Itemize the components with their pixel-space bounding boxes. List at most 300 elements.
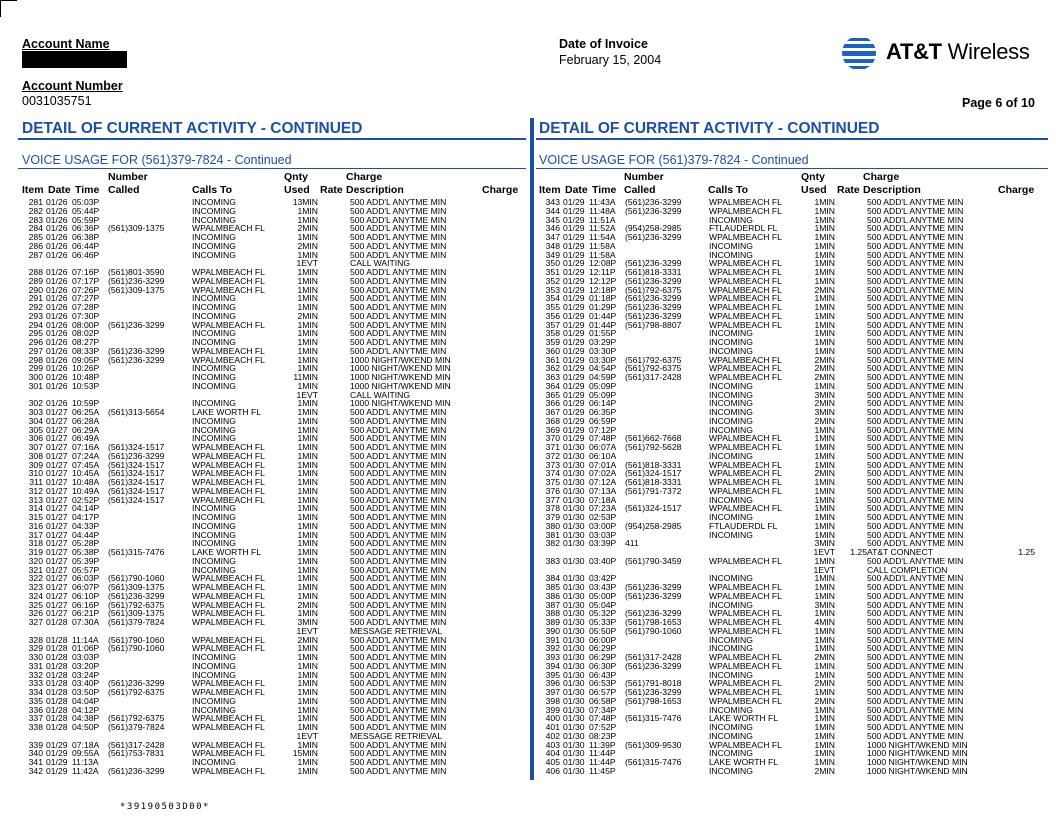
call-time: 11:45P — [589, 765, 616, 776]
call-time: 04:54P — [589, 363, 617, 374]
call-time: 03:42P — [589, 573, 617, 584]
charge-description: 500 ADD'L ANYTME MIN — [867, 205, 964, 216]
charge-description: 500 ADD'L ANYTME MIN — [867, 319, 964, 330]
charge-description: 500 ADD'L ANYTME MIN — [867, 678, 964, 689]
number-called: (561)792-6375 — [625, 363, 682, 374]
calls-to: WPALMBEACH FL — [192, 617, 265, 627]
calls-to: WPALMBEACH FL — [709, 372, 782, 382]
quantity-used: 1MIN — [297, 555, 318, 566]
quantity-used: 1MIN — [814, 503, 835, 514]
charge-description: 500 ADD'L ANYTME MIN — [867, 240, 964, 251]
calls-to: WPALMBEACH FL — [709, 232, 782, 242]
quantity-used: 1MIN — [814, 590, 835, 601]
quantity-used: 1MIN — [814, 669, 835, 680]
calls-to: LAKE WORTH FL — [709, 757, 779, 767]
charge-description: 500 ADD'L ANYTME MIN — [867, 232, 964, 242]
call-time: 05:09P — [589, 380, 617, 391]
charge-description: AT&T CONNECT — [867, 547, 934, 557]
quantity-used: 2MIN — [814, 354, 835, 365]
item-number: 330 — [28, 652, 43, 662]
item-number: 375 — [545, 477, 560, 487]
call-time: 06:30P — [589, 660, 617, 671]
call-date: 01/27 — [46, 494, 68, 505]
item-number: 303 — [28, 407, 43, 417]
call-time: 05:04P — [589, 599, 617, 610]
calls-to: WPALMBEACH FL — [192, 494, 265, 505]
item-number: 374 — [545, 468, 560, 479]
item-number: 341 — [28, 757, 43, 767]
call-time: 08:00P — [72, 319, 100, 330]
quantity-used: 1MIN — [814, 555, 835, 566]
calls-to: INCOMING — [192, 302, 236, 312]
number-called: (561)753-7831 — [108, 748, 165, 759]
calls-to: INCOMING — [192, 512, 236, 522]
quantity-used: 1MIN — [297, 468, 318, 479]
call-date: 01/30 — [563, 477, 585, 487]
item-number: 313 — [28, 494, 43, 505]
charge-description: 500 ADD'L ANYTME MIN — [350, 748, 447, 759]
call-time: 03:24P — [72, 669, 100, 680]
quantity-used: 1MIN — [297, 232, 318, 242]
call-time: 12:11P — [589, 267, 616, 277]
calls-to: INCOMING — [192, 415, 236, 426]
calls-to: INCOMING — [192, 328, 236, 339]
call-date: 01/30 — [563, 730, 585, 741]
number-called: (561)236-3299 — [625, 258, 682, 269]
charge-description: 500 ADD'L ANYTME MIN — [350, 205, 447, 216]
calls-to: INCOMING — [192, 214, 236, 225]
brand-name-rest: Wireless — [941, 39, 1030, 64]
quantity-used: 1MIN — [297, 503, 318, 514]
calls-to: WPALMBEACH FL — [709, 477, 782, 487]
calls-to: WPALMBEACH FL — [192, 713, 265, 724]
charge-description: 500 ADD'L ANYTME MIN — [350, 240, 447, 251]
calls-to: WPALMBEACH FL — [709, 267, 782, 277]
item-number: 389 — [545, 617, 560, 627]
item-number: 386 — [545, 590, 560, 601]
charge-description: 500 ADD'L ANYTME MIN — [867, 652, 964, 662]
charge-description: 500 ADD'L ANYTME MIN — [350, 617, 447, 627]
quantity-used: 4MIN — [814, 617, 835, 627]
call-date: 01/27 — [46, 503, 68, 514]
call-time: 06:00P — [589, 634, 617, 645]
calls-to: INCOMING — [709, 389, 753, 400]
item-number: 396 — [545, 678, 560, 689]
call-time: 07:17P — [72, 275, 100, 286]
call-date: 01/27 — [46, 582, 68, 592]
call-time: 06:14P — [589, 398, 617, 409]
call-time: 06:28A — [72, 415, 100, 426]
item-number: 311 — [29, 477, 43, 487]
item-number: 307 — [28, 442, 43, 452]
number-called: (561)317-2428 — [625, 372, 682, 382]
call-time: 07:12A — [589, 477, 617, 487]
call-time: 04:50P — [72, 722, 100, 732]
number-called: (561)818-3331 — [625, 459, 682, 470]
call-time: 03:40P — [72, 678, 100, 689]
quantity-used: 1MIN — [814, 459, 835, 470]
call-date: 01/27 — [46, 512, 68, 522]
item-number: 283 — [28, 214, 43, 225]
charge-description: 500 ADD'L ANYTME MIN — [350, 695, 447, 706]
call-date: 01/27 — [46, 485, 68, 496]
call-time: 06:57P — [589, 687, 617, 697]
quantity-used: 1MIN — [814, 205, 835, 216]
call-time: 03:43P — [589, 582, 617, 592]
charge-description: 1000 NIGHT/WKEND MIN — [350, 354, 451, 365]
call-date: 01/29 — [563, 415, 585, 426]
call-date: 01/30 — [563, 599, 585, 610]
quantity-used: 1MIN — [814, 687, 835, 697]
number-called: (561)236-3299 — [625, 232, 682, 242]
item-number: 401 — [545, 722, 560, 732]
item-number: 345 — [545, 214, 560, 225]
call-date: 01/30 — [563, 538, 585, 549]
item-number: 354 — [545, 293, 560, 304]
col-called-left: Called — [108, 184, 140, 196]
call-time: 07:48P — [589, 433, 617, 444]
calls-to: WPALMBEACH FL — [709, 363, 782, 374]
calls-to: WPALMBEACH FL — [709, 652, 782, 662]
call-date: 01/28 — [46, 713, 68, 724]
number-called: (561)818-3331 — [625, 477, 682, 487]
calls-to: WPALMBEACH FL — [709, 503, 782, 514]
quantity-used: 15MIN — [292, 748, 318, 759]
number-called: (561)309-1375 — [108, 582, 165, 592]
calls-to: INCOMING — [709, 337, 753, 347]
calls-to: INCOMING — [192, 757, 236, 767]
calls-to: INCOMING — [192, 240, 236, 251]
calls-to: WPALMBEACH FL — [709, 319, 782, 330]
call-date: 01/29 — [563, 424, 585, 435]
quantity-used: 2MIN — [814, 372, 835, 382]
item-number: 382 — [545, 538, 560, 549]
quantity-used: 1EVT — [296, 625, 318, 636]
call-date: 01/27 — [46, 442, 68, 452]
number-called: (561)790-1060 — [625, 625, 682, 636]
call-time: 04:17P — [72, 512, 100, 522]
calls-to: WPALMBEACH FL — [192, 582, 265, 592]
number-called: (561)236-3299 — [625, 302, 682, 312]
call-time: 06:59P — [589, 415, 617, 426]
charge-description: 500 ADD'L ANYTME MIN — [867, 284, 964, 295]
number-called: (561)324-1517 — [108, 477, 165, 487]
col-time-right: Time — [592, 184, 617, 196]
call-time: 04:14P — [72, 503, 100, 514]
item-number: 392 — [545, 643, 560, 654]
charge-description: 500 ADD'L ANYTME MIN — [350, 713, 447, 724]
calls-to: WPALMBEACH FL — [709, 354, 782, 365]
calls-to: INCOMING — [709, 529, 753, 540]
item-number: 403 — [545, 739, 560, 750]
charge-description: 1000 NIGHT/WKEND MIN — [867, 757, 968, 767]
item-number: 365 — [545, 389, 560, 400]
charge-description: 500 ADD'L ANYTME MIN — [350, 302, 447, 312]
number-called: (561)792-6375 — [108, 599, 165, 610]
charge-description: 500 ADD'L ANYTME MIN — [350, 512, 447, 522]
call-time: 06:44P — [72, 240, 100, 251]
item-number: 340 — [28, 748, 43, 759]
call-time: 12:12P — [589, 275, 617, 286]
calls-to: WPALMBEACH FL — [192, 459, 265, 470]
voice-rule-right — [536, 168, 1048, 169]
call-date: 01/29 — [563, 354, 585, 365]
quantity-used: 1MIN — [297, 713, 318, 724]
item-number: 380 — [545, 520, 560, 531]
call-time: 11:44P — [589, 748, 616, 759]
number-called: (561)790-1060 — [108, 643, 165, 654]
quantity-used: 1MIN — [297, 459, 318, 470]
col-description-right: Description — [863, 184, 921, 196]
col-item-left: Item — [22, 184, 44, 196]
number-called: (561)798-1653 — [625, 617, 682, 627]
item-number: 289 — [28, 275, 43, 286]
charge-description: 500 ADD'L ANYTME MIN — [350, 293, 447, 304]
call-date: 01/29 — [563, 328, 585, 339]
call-time: 06:25A — [72, 407, 100, 417]
calls-to: INCOMING — [709, 643, 753, 654]
item-number: 302 — [28, 398, 43, 409]
call-time: 08:23P — [589, 730, 617, 741]
calls-to: INCOMING — [709, 450, 753, 461]
quantity-used: 1MIN — [814, 608, 835, 619]
charge-description: 500 ADD'L ANYTME MIN — [867, 442, 964, 452]
charge-description: 500 ADD'L ANYTME MIN — [350, 739, 447, 750]
quantity-used: 3MIN — [814, 407, 835, 417]
call-date: 01/27 — [46, 590, 68, 601]
item-number: 339 — [28, 739, 43, 750]
quantity-used: 1EVT — [813, 547, 835, 557]
call-date: 01/26 — [46, 354, 68, 365]
item-number: 402 — [545, 730, 560, 741]
quantity-used: 1MIN — [297, 345, 318, 356]
number-called: (561)818-3331 — [625, 267, 682, 277]
call-time: 07:30A — [72, 617, 100, 627]
call-date: 01/30 — [563, 503, 585, 514]
calls-to: WPALMBEACH FL — [709, 485, 782, 496]
charge-description: 500 ADD'L ANYTME MIN — [350, 538, 447, 549]
call-date: 01/30 — [563, 608, 585, 619]
calls-to: WPALMBEACH FL — [192, 722, 265, 732]
item-number: 294 — [28, 319, 43, 330]
call-date: 01/27 — [46, 564, 68, 575]
number-called: (561)790-1060 — [108, 634, 165, 645]
call-date: 01/27 — [46, 415, 68, 426]
call-date: 01/27 — [46, 573, 68, 584]
call-time: 07:52P — [589, 722, 617, 732]
quantity-used: 1MIN — [814, 232, 835, 242]
number-called: (561)790-1060 — [108, 573, 165, 584]
number-called: (561)317-2428 — [108, 739, 165, 750]
quantity-used: 1MIN — [297, 302, 318, 312]
calls-to: INCOMING — [192, 293, 236, 304]
charge-description: CALL WAITING — [350, 258, 411, 269]
quantity-used: 1MIN — [814, 319, 835, 330]
charge-description: 1000 NIGHT/WKEND MIN — [867, 765, 968, 776]
quantity-used: 1MIN — [297, 293, 318, 304]
number-called: (561)236-3299 — [108, 678, 165, 689]
call-date: 01/26 — [46, 328, 68, 339]
call-date: 01/28 — [46, 722, 68, 732]
calls-to: WPALMBEACH FL — [192, 319, 265, 330]
quantity-used: 1MIN — [814, 328, 835, 339]
item-number: 344 — [545, 205, 560, 216]
charge-description: 500 ADD'L ANYTME MIN — [350, 555, 447, 566]
calls-to: WPALMBEACH FL — [709, 293, 782, 304]
call-time: 07:01A — [589, 459, 617, 470]
call-time: 07:16A — [72, 442, 100, 452]
call-date: 01/26 — [46, 275, 68, 286]
charge-description: 500 ADD'L ANYTME MIN — [867, 477, 964, 487]
col-date-right: Date — [565, 184, 588, 196]
number-called: (561)791-8018 — [625, 678, 682, 689]
quantity-used: 1MIN — [814, 214, 835, 225]
item-number: 317 — [28, 529, 43, 540]
item-number: 355 — [545, 302, 560, 312]
item-number: 377 — [545, 494, 560, 505]
item-number: 325 — [28, 599, 43, 610]
quantity-used: 2MIN — [297, 599, 318, 610]
calls-to: WPALMBEACH FL — [709, 433, 782, 444]
number-called: (561)236-3299 — [108, 275, 165, 286]
quantity-used: 1MIN — [297, 739, 318, 750]
charge-description: 500 ADD'L ANYTME MIN — [867, 354, 964, 365]
quantity-used: 1MIN — [297, 214, 318, 225]
charge-description: 500 ADD'L ANYTME MIN — [350, 582, 447, 592]
number-called: (561)236-3299 — [625, 197, 682, 207]
quantity-used: 1MIN — [297, 205, 318, 216]
item-number: 308 — [28, 450, 43, 461]
quantity-used: 1MIN — [814, 739, 835, 750]
col-called-right: Called — [624, 184, 656, 196]
call-time: 04:33P — [72, 520, 100, 531]
calls-to: INCOMING — [192, 249, 236, 260]
call-time: 05:09P — [589, 389, 617, 400]
call-time: 12:08P — [589, 258, 617, 269]
call-time: 06:29P — [589, 643, 617, 654]
number-called: (561)790-3459 — [625, 555, 682, 566]
charge-description: 500 ADD'L ANYTME MIN — [867, 389, 964, 400]
call-time: 04:44P — [72, 529, 100, 540]
call-time: 10:45A — [72, 468, 100, 479]
call-date: 01/27 — [46, 468, 68, 479]
quantity-used: 2MIN — [297, 310, 318, 321]
number-called: (561)236-3299 — [108, 345, 165, 356]
quantity-used: 1MIN — [297, 494, 318, 505]
call-time: 07:16P — [72, 267, 100, 277]
quantity-used: 1MIN — [814, 337, 835, 347]
item-number: 343 — [545, 197, 560, 207]
call-date: 01/30 — [563, 739, 585, 750]
account-name-redacted — [22, 51, 127, 68]
calls-to: INCOMING — [192, 232, 236, 242]
item-number: 369 — [545, 424, 560, 435]
charge-description: 500 ADD'L ANYTME MIN — [867, 424, 964, 435]
call-time: 01:44P — [589, 319, 617, 330]
col-charge-top-left: Charge — [346, 171, 383, 183]
call-date: 01/26 — [46, 345, 68, 356]
charge-description: MESSAGE RETRIEVAL — [350, 625, 443, 636]
call-time: 03:39P — [589, 538, 617, 549]
item-number: 306 — [28, 433, 43, 444]
barcode-text: *39190503D00* — [120, 802, 210, 812]
number-called: (561)309-1375 — [108, 608, 165, 619]
call-date: 01/30 — [563, 617, 585, 627]
col-used-left: Used — [284, 184, 310, 196]
charge-description: 500 ADD'L ANYTME MIN — [867, 223, 964, 234]
number-called: (561)236-3299 — [625, 660, 682, 671]
item-number: 352 — [545, 275, 560, 286]
quantity-used: 1MIN — [814, 643, 835, 654]
item-number: 288 — [28, 267, 43, 277]
quantity-used: 1MIN — [297, 757, 318, 767]
item-number: 388 — [545, 608, 560, 619]
quantity-used: 2MIN — [297, 634, 318, 645]
quantity-used: 1MIN — [814, 345, 835, 356]
quantity-used: 1MIN — [814, 293, 835, 304]
call-time: 07:45A — [72, 459, 100, 470]
account-number-value: 0031035751 — [22, 94, 92, 108]
calls-to: INCOMING — [709, 398, 753, 409]
item-number: 318 — [28, 538, 43, 549]
call-time: 06:38P — [72, 232, 100, 242]
charge-description: 500 ADD'L ANYTME MIN — [350, 485, 447, 496]
charge-description: 1000 NIGHT/WKEND MIN — [867, 739, 968, 750]
call-date: 01/26 — [46, 205, 68, 216]
charge-description: 500 ADD'L ANYTME MIN — [350, 337, 447, 347]
call-time: 09:05P — [72, 354, 100, 365]
call-date: 01/30 — [563, 748, 585, 759]
quantity-used: 1MIN — [297, 275, 318, 286]
item-number: 337 — [28, 713, 43, 724]
col-charge-right: Charge — [998, 184, 1035, 196]
quantity-used: 2MIN — [297, 223, 318, 234]
charge-description: 500 ADD'L ANYTME MIN — [350, 433, 447, 444]
charge-description: 1000 NIGHT/WKEND MIN — [350, 363, 451, 374]
quantity-used: 1MIN — [814, 748, 835, 759]
calls-to: INCOMING — [709, 494, 753, 505]
item-number: 323 — [28, 582, 43, 592]
quantity-used: 1MIN — [297, 380, 318, 391]
charge-description: MESSAGE RETRIEVAL — [350, 730, 443, 741]
item-number: 293 — [28, 310, 43, 321]
charge-description: CALL COMPLETION — [867, 564, 948, 575]
invoice-date-label: Date of Invoice — [559, 37, 648, 51]
item-number: 387 — [545, 599, 560, 610]
call-date: 01/29 — [563, 302, 585, 312]
quantity-used: 2MIN — [814, 284, 835, 295]
charge-description: 500 ADD'L ANYTME MIN — [867, 512, 964, 522]
item-number: 298 — [28, 354, 43, 365]
item-number: 292 — [28, 302, 43, 312]
item-number: 334 — [28, 687, 43, 697]
col-date-left: Date — [48, 184, 71, 196]
call-time: 10:26P — [72, 363, 100, 374]
call-date: 01/27 — [46, 520, 68, 531]
call-time: 12:18P — [589, 284, 617, 295]
call-time: 01:06P — [72, 643, 100, 654]
call-time: 10:49A — [72, 485, 100, 496]
call-date: 01/30 — [563, 652, 585, 662]
number-called: (954)258-2985 — [625, 520, 682, 531]
call-time: 03:03P — [72, 652, 100, 662]
number-called: (561)379-7824 — [108, 722, 165, 732]
call-date: 01/26 — [46, 240, 68, 251]
call-date: 01/28 — [46, 669, 68, 680]
charge-description: 500 ADD'L ANYTME MIN — [867, 730, 964, 741]
quantity-used: 1MIN — [297, 669, 318, 680]
item-number: 290 — [28, 284, 43, 295]
